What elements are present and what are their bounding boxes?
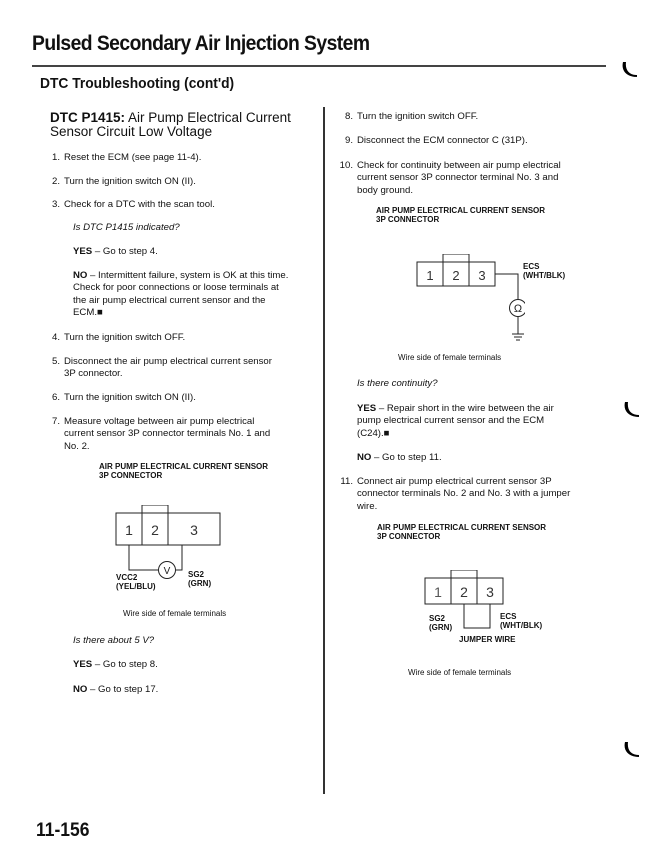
wire-label-ecs: ECS (WHT/BLK) (500, 612, 543, 630)
wire-label-vcc2: VCC2 (YEL/BLU) (116, 573, 156, 591)
terminal-1: 1 (434, 584, 442, 600)
terminal-1: 1 (125, 522, 133, 538)
connector-diagram-continuity (410, 254, 525, 346)
question-text: Is there continuity? (357, 378, 438, 389)
svg-text:V: V (163, 566, 171, 577)
no-answer: NO – Intermittent failure, system is OK at this time. Check for poor connections or loose terminals at the air pump electrical current sensor and the ECM.■ (73, 270, 289, 318)
connector-title: AIR PUMP ELECTRICAL CURRENT SENSOR 3P CONNECTOR (99, 462, 269, 480)
ground-icon (512, 334, 524, 340)
svg-text:Ω: Ω (513, 303, 523, 315)
terminal-3: 3 (190, 522, 198, 538)
yes-answer: YES – Go to step 8. (73, 659, 158, 670)
terminal-2: 2 (460, 584, 468, 600)
jumper-wire-label: JUMPER WIRE (459, 635, 516, 644)
diagram-caption: Wire side of female terminals (398, 353, 502, 362)
thumb-tab-mark-icon (622, 740, 642, 760)
dtc-heading (50, 111, 320, 139)
wire-label-sg2: SG2 (GRN) (188, 570, 212, 588)
terminal-2: 2 (452, 268, 460, 283)
page-title: Pulsed Secondary Air Injection System (32, 32, 370, 55)
terminal-3: 3 (486, 584, 494, 600)
thumb-tab-mark-icon (620, 60, 640, 80)
connector-title: AIR PUMP ELECTRICAL CURRENT SENSOR 3P CONNECTOR (376, 206, 546, 224)
terminal-1: 1 (426, 268, 434, 283)
connector-title: AIR PUMP ELECTRICAL CURRENT SENSOR 3P CONNECTOR (377, 523, 547, 541)
question-text: Is there about 5 V? (73, 635, 155, 646)
diagram-caption: Wire side of female terminals (408, 668, 512, 677)
section-title: DTC Troubleshooting (cont'd) (40, 75, 235, 92)
jumper-wire (464, 604, 490, 628)
page-number: 11-156 (36, 820, 90, 841)
question-text: Is DTC P1415 indicated? (73, 222, 180, 233)
wire-label-sg2: SG2 (GRN) (429, 614, 453, 632)
header-rule (32, 65, 606, 67)
wire-label-ecs: ECS (WHT/BLK) (523, 262, 566, 280)
dtc-name-line1: Air Pump Electrical Current (125, 110, 291, 125)
dtc-name-line2: Sensor Circuit Low Voltage (50, 124, 213, 139)
no-answer: NO – Go to step 17. (73, 684, 159, 695)
yes-answer: YES – Go to step 4. (73, 246, 158, 257)
terminal-2: 2 (151, 522, 159, 538)
yes-answer: YES – Repair short in the wire between the air pump electrical current sensor and the ECM (C24).■ (357, 403, 554, 439)
thumb-tab-mark-icon (622, 400, 642, 420)
terminal-3: 3 (478, 268, 486, 283)
dtc-code: DTC P1415: (50, 110, 126, 125)
diagram-caption: Wire side of female terminals (123, 609, 227, 618)
column-divider (323, 107, 325, 794)
no-answer: NO – Go to step 11. (357, 452, 442, 463)
